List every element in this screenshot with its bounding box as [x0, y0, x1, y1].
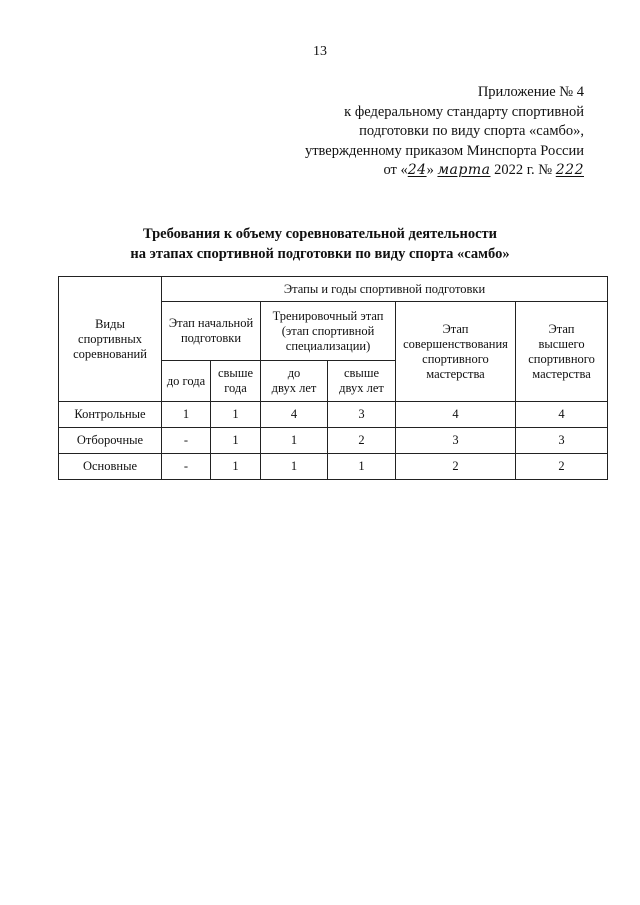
date-month: марта [437, 162, 491, 178]
date-year: 2022 г. № [490, 162, 556, 178]
row-label: Основные [59, 454, 162, 480]
table-row [59, 454, 608, 480]
table-cell: 3 [516, 428, 608, 454]
appendix-header [264, 83, 584, 181]
table-cell: 4 [261, 402, 328, 428]
requirements-table [58, 276, 608, 480]
table-cell: 3 [396, 428, 516, 454]
table-cell: 4 [396, 402, 516, 428]
table-cell: - [162, 428, 211, 454]
table-cell: 3 [328, 402, 396, 428]
table-cell: 4 [516, 402, 608, 428]
header-stage-initial: Этап начальной подготовки [162, 302, 261, 361]
table-cell: 1 [211, 454, 261, 480]
date-separator: » [426, 162, 438, 178]
title-line-2: на этапах спортивной подготовки по виду спорта «самбо» [130, 246, 510, 262]
table-row [59, 428, 608, 454]
table-cell: 1 [211, 402, 261, 428]
row-label: Отборочные [59, 428, 162, 454]
appendix-line-1: Приложение № 4 [477, 84, 584, 100]
appendix-line-3: подготовки по виду спорта «самбо», [359, 123, 584, 139]
subheader-training-over-two: свыше двух лет [328, 361, 396, 402]
table-cell: 1 [261, 428, 328, 454]
header-stage-improvement: Этап совершенствования спортивного мастерства [396, 302, 516, 402]
subheader-training-up-to-two: до двух лет [261, 361, 328, 402]
header-stages-years: Этапы и годы спортивной подготовки [162, 277, 608, 302]
table-cell: 2 [396, 454, 516, 480]
table-row [59, 402, 608, 428]
table-cell: 2 [328, 428, 396, 454]
date-prefix: от « [383, 162, 408, 178]
row-label: Контрольные [59, 402, 162, 428]
table-cell: 1 [261, 454, 328, 480]
appendix-date-line [264, 161, 584, 181]
header-stage-training: Тренировочный этап (этап спортивной специализации) [261, 302, 396, 361]
document-title [0, 224, 640, 264]
header-competition-types: Виды спортивных соревнований [59, 277, 162, 402]
title-line-1: Требования к объему соревновательной деятельности [143, 226, 497, 242]
subheader-initial-up-to-year: до года [162, 361, 211, 402]
table-cell: - [162, 454, 211, 480]
header-stage-higher: Этап высшего спортивного мастерства [516, 302, 608, 402]
page-number: 13 [313, 44, 327, 59]
table-cell: 1 [162, 402, 211, 428]
appendix-line-4: утвержденному приказом Минспорта России [304, 142, 584, 159]
subheader-initial-over-year: свыше года [211, 361, 261, 402]
appendix-line-2: к федеральному стандарту спортивной [344, 103, 584, 120]
table-cell: 2 [516, 454, 608, 480]
order-number: 222 [555, 162, 584, 178]
table-cell: 1 [328, 454, 396, 480]
table-cell: 1 [211, 428, 261, 454]
date-day: 24 [407, 162, 427, 178]
